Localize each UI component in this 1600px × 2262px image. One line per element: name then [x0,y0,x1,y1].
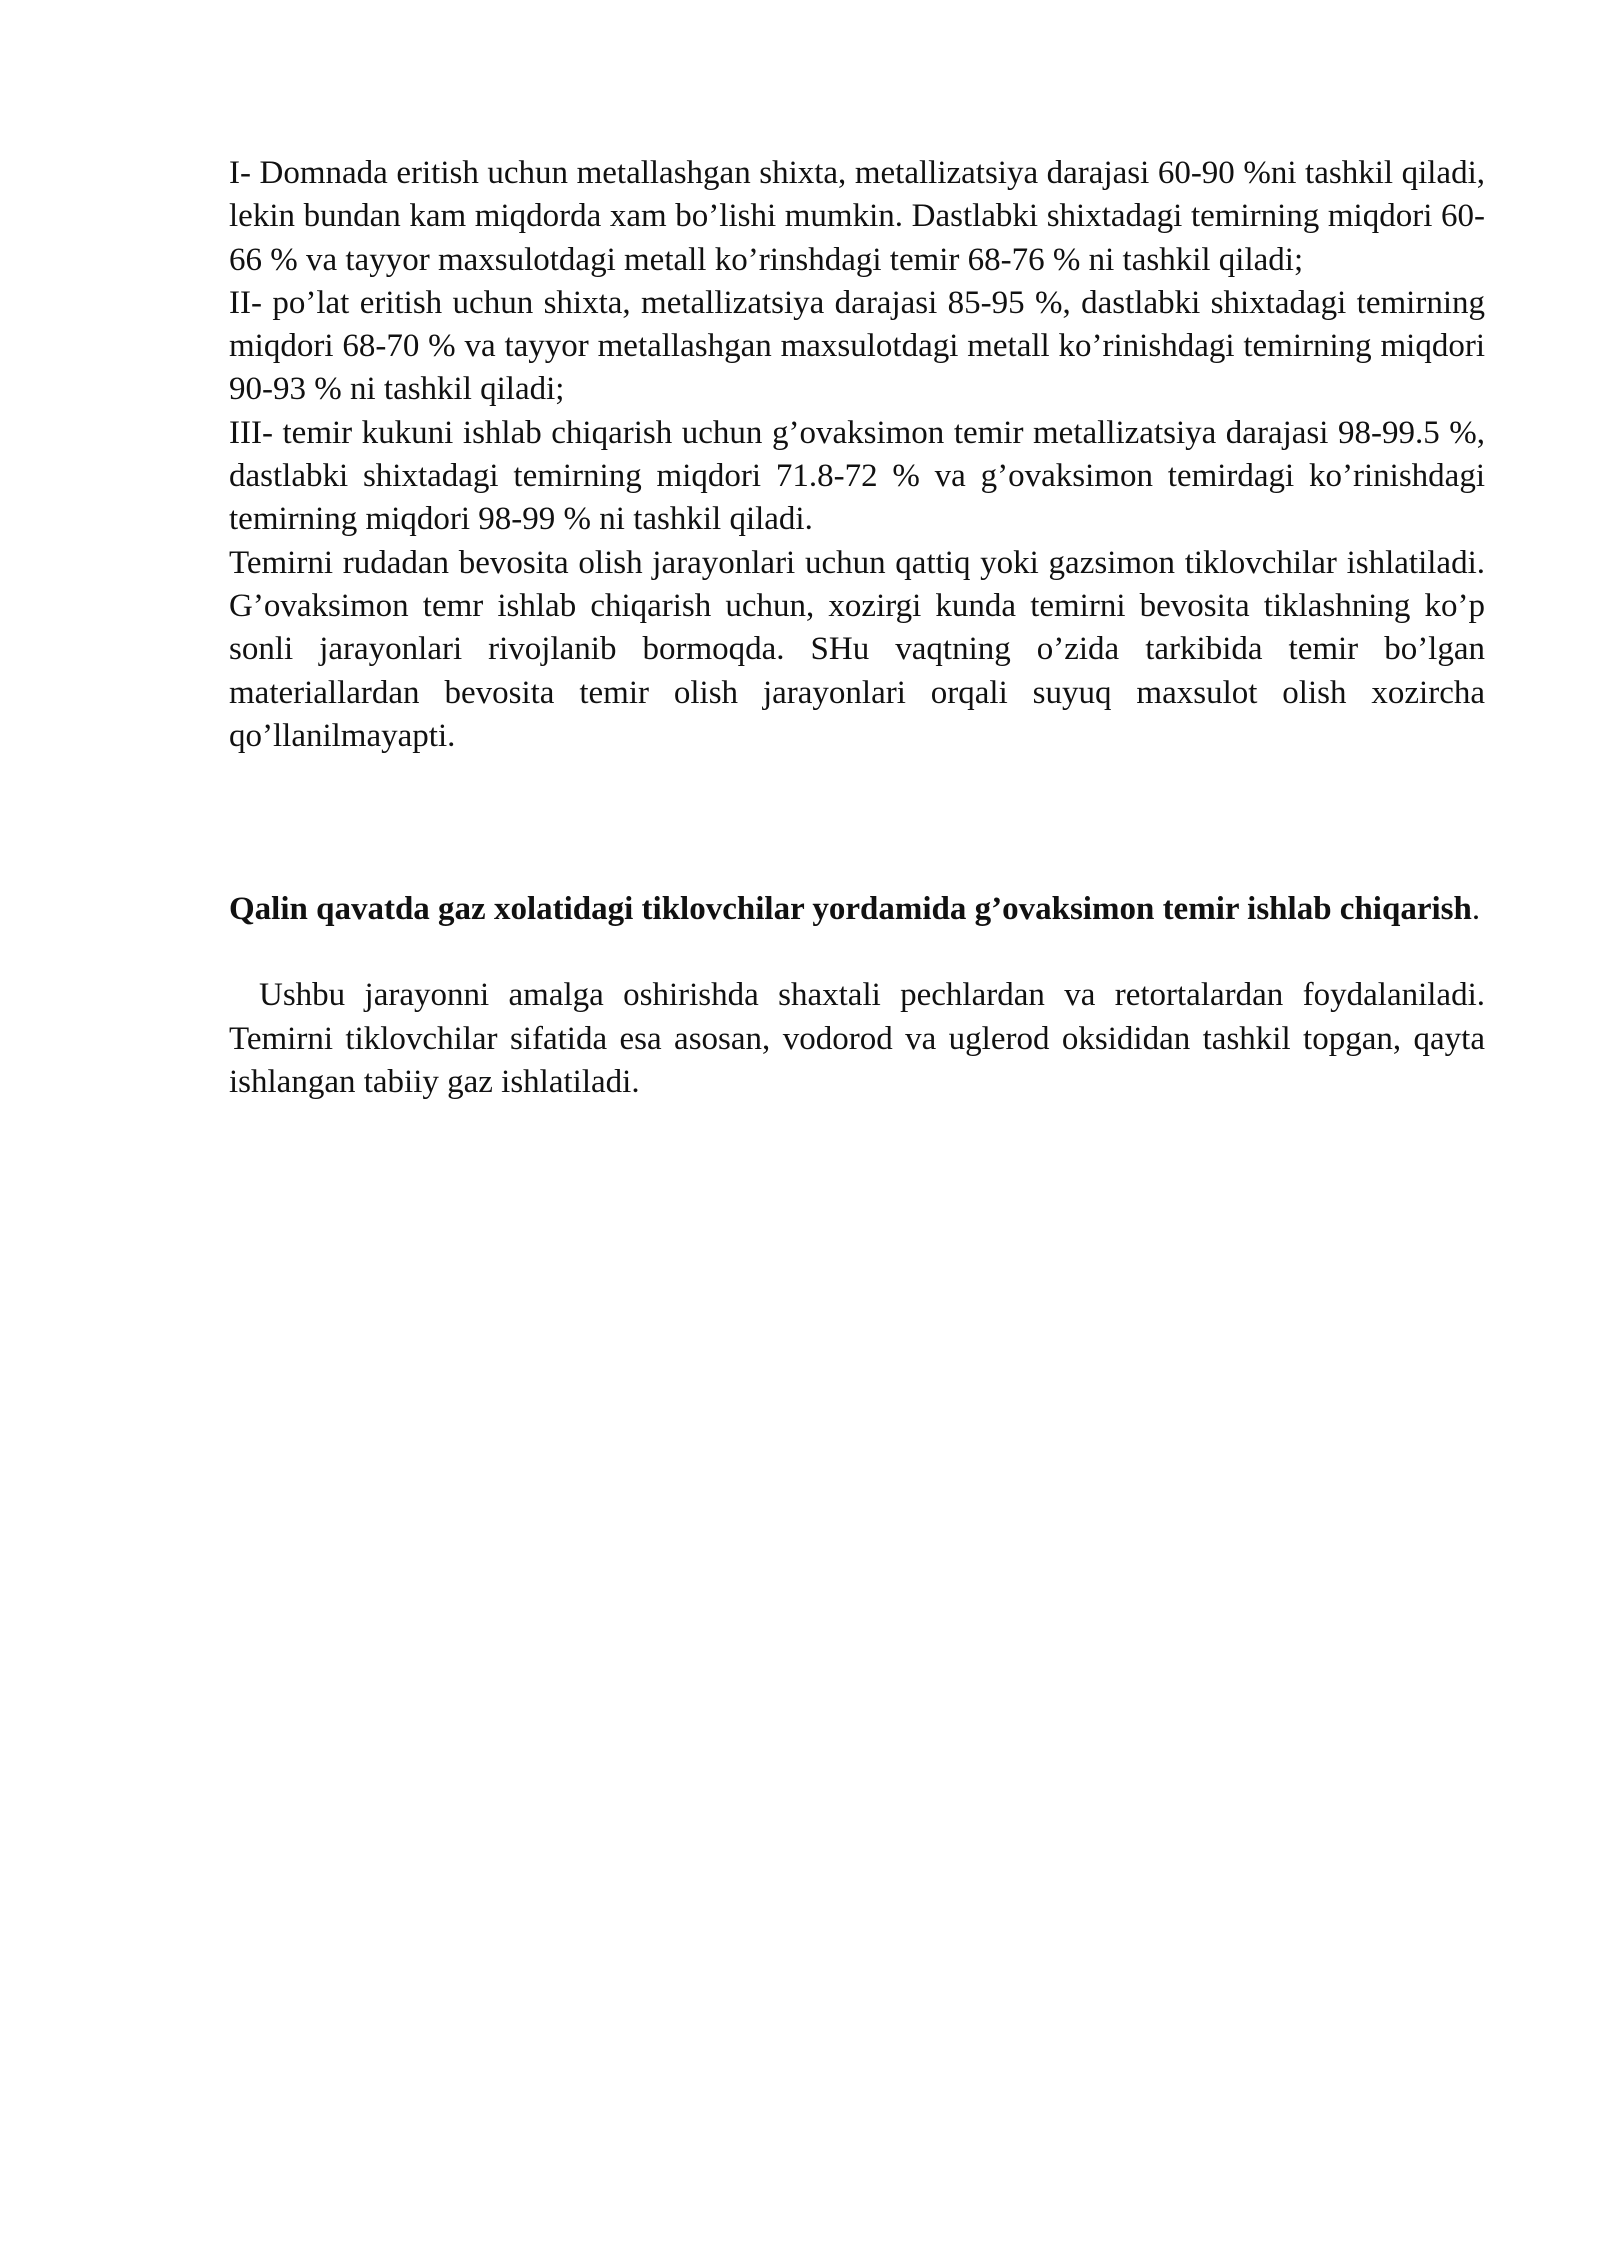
paragraph-shaft-furnace: Ushbu jarayonni amalga oshirishda shaxtali pechlardan va retortalardan foydalaniladi. Temirni tiklovchilar sifatida esa asosan, vodorod va uglerod oksididan tashkil topgan, qayta ishlangan tabiiy gaz ishlatiladi. [229,977,1485,1101]
paragraph-blast-furnace: I- Domnada eritish uchun metallashgan shixta, metallizatsiya darajasi 60-90 %ni tashkil qiladi, lekin bundan kam miqdorda xam bo’lishi mumkin. Dastlabki shixtadagi temirning miqdori 60-66 % va tayyor maxsulotdagi metall ko’rinshdagi temir 68-76 % ni tashkil qiladi; [229,155,1485,278]
spacer [229,758,1485,888]
document-content [229,152,1485,1104]
section-heading-text: Qalin qavatda gaz xolatidagi tiklovchilar yordamida g’ovaksimon temir ishlab chiqarish [229,891,1472,928]
paragraph-iron-powder: III- temir kukuni ishlab chiqarish uchun g’ovaksimon temir metallizatsiya darajasi 98-99.5 %, dastlabki shixtadagi temirning miqdori 71.8-72 % va g’ovaksimon temirdagi ko’rinishdagi temirning miqdori 98-99 % ni tashkil qiladi. [229,414,1485,538]
paragraph-steelmaking: II- po’lat eritish uchun shixta, metallizatsiya darajasi 85-95 %, dastlabki shixtadagi temirning miqdori 68-70 % va tayyor metallashgan maxsulotdagi metall ko’rinishdagi temirning miqdori 90-93 % ni tashkil qiladi; [229,284,1485,408]
section-heading-period: . [1471,891,1481,928]
paragraph-direct-reduction: Temirni rudadan bevosita olish jarayonlari uchun qattiq yoki gazsimon tiklovchilar ishlatiladi. G’ovaksimon temr ishlab chiqarish uchun, xozirgi kunda temirni bevosita tiklashning ko’p sonli jarayonlari rivojlanib bormoqda. SHu vaqtning o’zida tarkibida temir bo’lgan materiallardan bevosita temir olish jarayonlari orqali suyuq maxsulot olish xozircha qo’llanilmayapti. [229,544,1485,754]
section-heading [229,888,1485,931]
spacer [229,931,1485,974]
